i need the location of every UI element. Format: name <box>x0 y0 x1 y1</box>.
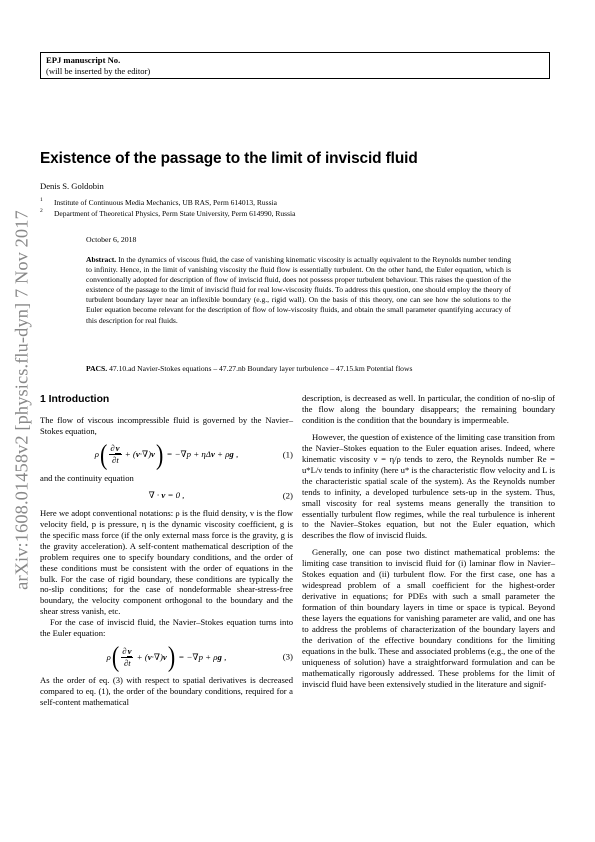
intro-paragraph-4: For the case of inviscid fluid, the Navier–Stokes equation turns into the Euler equation: <box>40 617 293 639</box>
right-paragraph-2: However, the question of existence of the limiting case transition from the Navier–Stokes equation to the Euler equation arises. Indeed, where kinematic viscosity ν = η/ρ tends to zero, the Reynolds number Re = u*L/ν tends to infinity (here u* is the characteristic flow velocity and L is the characteristic spatial scale of the system). As the Reynolds number tends to infinity, a developed turbulence sets-up in the system. Thus, small viscosity for real systems means generally the transition to essentially turbulent flow regimes, while the real turbulence is inherent to the Navier–Stokes equation, but not the Euler equation, which describes the flow of inviscid fluids. <box>302 431 555 541</box>
equation-2: ∇ · v = 0 , (2) <box>148 490 293 501</box>
intro-paragraph-3: Here we adopt conventional notations: ρ is the fluid density, v is the flow velocity field, p is pressure, η is the dynamic viscosity coefficient, g is the specific mass force (if the only external mass force is the gravity, g is the gravity acceleration). A self-content mathematical description of the problem requires one to specify boundary conditions, and the order of these conditions must be consistent with the order of equations in the bulk. For the case of rigid boundary, these conditions are typically the no-slip conditions; for the case of nondeformable shear-stress-free boundary, the velocity component orthogonal to the boundary and the shear stress vanish, etc. <box>40 507 293 617</box>
manuscript-info-box <box>40 52 550 79</box>
pacs-text: 47.10.ad Navier-Stokes equations – 47.27.nb Boundary layer turbulence – 47.15.km Potential flows <box>109 364 413 373</box>
affiliations <box>40 197 295 219</box>
pacs-label: PACS. <box>86 364 108 373</box>
equation-3-number: (3) <box>282 651 293 662</box>
right-paragraph-3: Generally, one can pose two distinct mathematical problems: the limiting case transition to inviscid fluid for (i) laminar flow in Navier–Stokes equation and (ii) turbulent flow. For the first case, one has a widespread problem of a small coefficient for the highest-order derivative in equations; for PDEs with such a small parameter the formation of thin boundary layers in time or space is typical. Beyond these layers the equations for vanishing parameter are valid, and one has to address the problems of characterization of the boundary layers and the derivation of the effective boundary conditions for the limiting equations in the bulk. These and associated problems (e.g., the one of the uniqueness of solution) have a straightforward formulation and can be mathematically rigorously addressed. These problems for the limit of inviscid fluid have been extensively studied in the literature and signif- <box>302 547 555 689</box>
manuscript-note: (will be inserted by the editor) <box>46 65 151 76</box>
arxiv-identifier: arXiv:1608.01458v2 [physics.flu-dyn] 7 Nov 2017 <box>11 210 32 590</box>
pacs-codes <box>86 364 516 373</box>
abstract-label: Abstract. <box>86 255 117 264</box>
section-heading: 1 Introduction <box>40 394 110 405</box>
paper-date: October 6, 2018 <box>86 235 137 244</box>
author-name: Denis S. Goldobin <box>40 181 104 191</box>
arxiv-sidebar <box>2 210 42 590</box>
equation-1: ρ ( $\frac{\partial v}{\partial t}$ + (v·∇)v ) = −∇p + ηΔv + ρg , (1) <box>94 437 293 471</box>
abstract <box>86 255 511 326</box>
abstract-text: In the dynamics of viscous fluid, the case of vanishing kinematic viscosity is actually equivalent to the Reynolds number tending to infinity. Hence, in the limit of vanishing viscosity the fluid flow is essentially turbulent. On the other hand, the Euler equation, which is conventionally adopted for description of flow of inviscid fluid, does not possess proper turbulent behaviour. This raises the question of the existence of the passage to the limit of inviscid fluid for real low-viscosity fluids. To address this question, one should employ the theory of turbulent boundary layer near an inflexible boundary (e.g., rigid wall). On the basis of this theory, one can see how the solutions to the Euler equation become relevant for the description of flow of low-viscosity fluids, and obtain the small parameter quantifying accuracy of this description for real fluids. <box>86 255 511 325</box>
affiliation-2: 2 Department of Theoretical Physics, Perm State University, Perm 614990, Russia <box>40 208 296 218</box>
right-column <box>302 393 555 690</box>
intro-paragraph-5: As the order of eq. (3) with respect to spatial derivatives is decreased compared to eq. (1), the order of the boundary conditions, required for a self-content mathematical <box>40 675 293 708</box>
equation-3: ρ ( $\frac{\partial v}{\partial t}$ + (v·∇)v ) = −∇p + ρg , (3) <box>106 640 293 673</box>
left-column <box>40 395 293 708</box>
affiliation-1: 1 Institute of Continuous Media Mechanics, UB RAS, Perm 614013, Russia <box>40 197 277 207</box>
right-paragraph-1: description, is decreased as well. In particular, the condition of no-slip of the flow along the boundary disappears; the remaining boundary condition is the condition that the boundary is impermeable. <box>302 393 555 425</box>
equation-2-number: (2) <box>282 490 293 501</box>
manuscript-label: EPJ manuscript No. <box>46 55 121 65</box>
intro-paragraph-2: and the continuity equation <box>40 472 134 483</box>
paper-title: Existence of the passage to the limit of inviscid fluid <box>40 150 418 167</box>
equation-1-number: (1) <box>282 449 293 460</box>
intro-paragraph-1: The flow of viscous incompressible fluid is governed by the Navier–Stokes equation, <box>40 414 293 436</box>
